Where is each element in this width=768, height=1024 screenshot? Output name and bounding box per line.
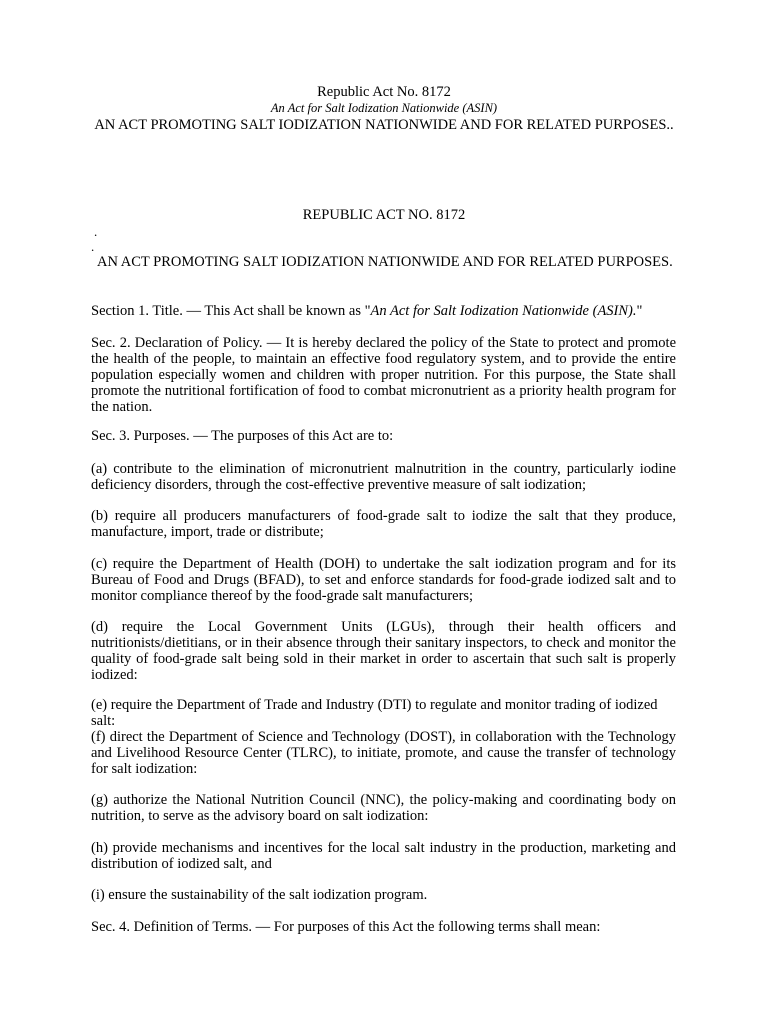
purpose-i: (i) ensure the sustainability of the salt iodization program. — [91, 887, 428, 903]
section-2-declaration-of-policy: Sec. 2. Declaration of Policy. — It is hereby declared the policy of the State to protect and promote the health of the people, to maintain an effective food regulatory system, and to provide the entire population especially women and children with proper nutrition. For this purpose, the State shall promote the nutritional fortification of food to combat micronutrient as a priority health program for the nation. — [91, 335, 676, 415]
section-1-act-name: An Act for Salt Iodization Nationwide (ASIN). — [370, 303, 637, 319]
header-title: Republic Act No. 8172 — [317, 84, 451, 100]
section-1-suffix: " — [636, 303, 643, 319]
section-4-definition-of-terms: Sec. 4. Definition of Terms. — For purposes of this Act the following terms shall mean: — [91, 919, 601, 935]
purpose-c: (c) require the Department of Health (DOH) to undertake the salt iodization program and for its Bureau of Food and Drugs (BFAD), to set and enforce standards for food-grade iodized salt and to monitor compliance thereof by the food-grade salt manufacturers; — [91, 556, 676, 604]
header-italic-subtitle: An Act for Salt Iodization Nationwide (ASIN) — [270, 101, 498, 115]
act-caps-title: AN ACT PROMOTING SALT IODIZATION NATIONWIDE AND FOR RELATED PURPOSES. — [97, 254, 673, 270]
document-header — [0, 84, 768, 134]
purpose-a: (a) contribute to the elimination of micronutrient malnutrition in the country, particularly iodine deficiency disorders, through the cost-effective preventive measure of salt iodization; — [91, 461, 676, 493]
purpose-b: (b) require all producers manufacturers of food-grade salt to iodize the salt that they produce, manufacture, import, trade or distribute; — [91, 508, 676, 540]
dot-marker-1: . — [94, 224, 98, 239]
purpose-g: (g) authorize the National Nutrition Council (NNC), the policy-making and coordinating body on nutrition, to serve as the advisory board on salt iodization: — [91, 792, 676, 824]
purpose-e: (e) require the Department of Trade and Industry (DTI) to regulate and monitor trading of iodized salt: — [91, 697, 658, 729]
dot-marker-2: . — [91, 239, 95, 254]
section-1-title — [91, 303, 676, 319]
act-number-heading: REPUBLIC ACT NO. 8172 — [302, 207, 466, 223]
section-3-purposes: Sec. 3. Purposes. — The purposes of this Act are to: — [91, 428, 394, 444]
purpose-f: (f) direct the Department of Science and Technology (DOST), in collaboration with the Technology and Livelihood Resource Center (TLRC), to initiate, promote, and cause the transfer of technology for salt iodization: — [91, 729, 676, 777]
header-caps-title: AN ACT PROMOTING SALT IODIZATION NATIONWIDE AND FOR RELATED PURPOSES.. — [94, 117, 674, 133]
section-1-prefix: Section 1. Title. — This Act shall be known as " — [91, 303, 371, 319]
purpose-d: (d) require the Local Government Units (LGUs), through their health officers and nutritionists/dietitians, or in their absence through their sanitary inspectors, to check and monitor the quality of food-grade salt being sold in their market in order to ascertain that such salt is properly iodized: — [91, 619, 676, 683]
purpose-h: (h) provide mechanisms and incentives for the local salt industry in the production, marketing and distribution of iodized salt, and — [91, 840, 676, 872]
